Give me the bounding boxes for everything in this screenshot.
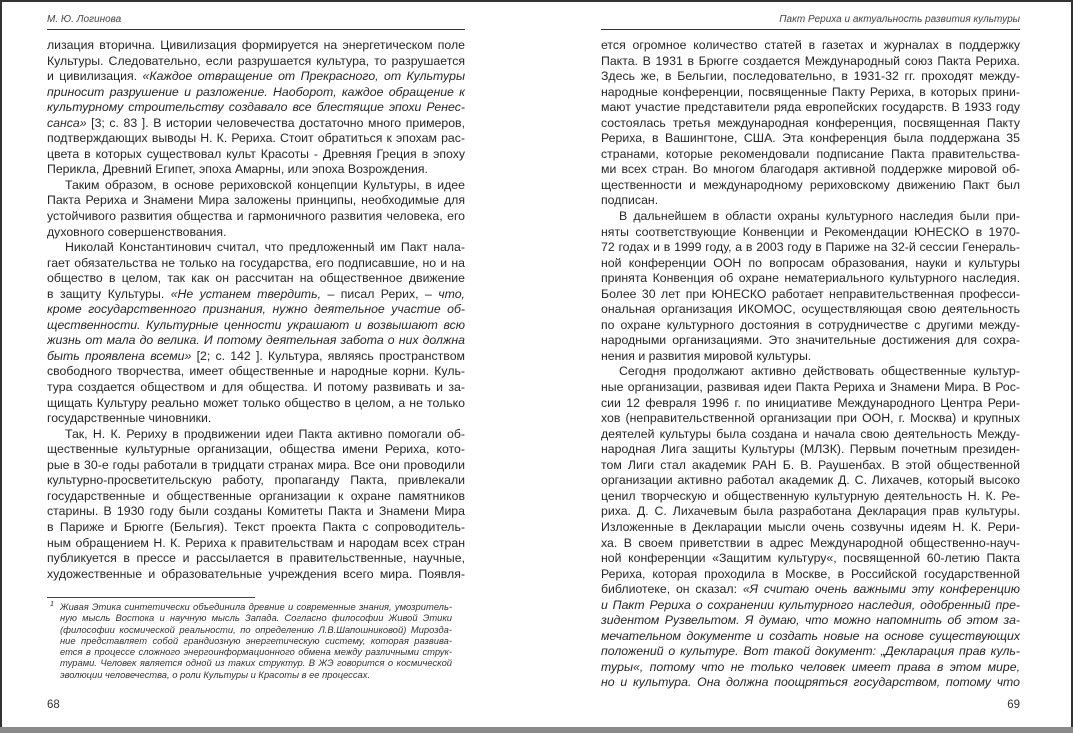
- text-segment: лизация вторична. Цивилизация формируется на энергетическом поле: [47, 38, 465, 52]
- text-line: [47, 100, 465, 116]
- text-line: [47, 38, 465, 54]
- text-segment: Культуры. Следовательно, если разрушается культура, то разрушается: [47, 53, 465, 68]
- text-line: [47, 567, 465, 583]
- footnote-line: ется в процессе сложного энергоинформационного обмена между различными струк-: [60, 646, 452, 658]
- text-segment: ным обращением Н. К. Рериха к правительствам и народам всех стран: [47, 535, 465, 550]
- text-segment: государственные и общественные организации к охране памятников: [47, 488, 465, 503]
- text-line: [601, 240, 1020, 256]
- text-line: [47, 458, 465, 474]
- text-line: [601, 380, 1020, 396]
- quote-segment: кроме государственного признания, нужно деятельное участие об-: [47, 302, 465, 317]
- text-line: [47, 551, 465, 567]
- text-line: [47, 256, 465, 272]
- text-line: [601, 271, 1020, 287]
- text-line: [47, 85, 465, 101]
- text-line: [47, 318, 465, 334]
- page-number: 69: [1007, 699, 1020, 711]
- text-segment: в Париже и Брюгге (Бельгия). Текст проекта Пакта с сопроводитель-: [47, 519, 465, 534]
- text-line: [601, 333, 1020, 349]
- text-segment: Изложенные в Декларации мысли очень созвучны идеям Н. К. Рери-: [601, 519, 1020, 534]
- footnote-mark: 1: [50, 601, 54, 608]
- text-line: [601, 629, 1020, 645]
- text-line: [47, 489, 465, 505]
- text-line: [601, 131, 1020, 147]
- page-left: [47, 0, 465, 727]
- running-head-author: М. Ю. Логинова: [47, 14, 465, 30]
- text-line: [47, 504, 465, 520]
- text-segment: Перикла, Древний Египет, эпоха Амарны, или эпоха Возрождения.: [47, 162, 428, 177]
- text-line: [47, 520, 465, 536]
- text-segment: общество в целом, так как он рассчитан на общественное движение: [47, 271, 465, 286]
- text-segment: нения и развития мировой культуры.: [601, 348, 812, 363]
- text-line: [601, 411, 1020, 427]
- text-segment: цвета в которых существовал культ Красоты - Древняя Греция в эпоху: [47, 146, 465, 161]
- text-segment: организации активно работал академик Д. С. Лихачев, который высоко: [601, 473, 1020, 488]
- text-line: [47, 193, 465, 209]
- text-segment: ется огромное количество статей в газетах и журналах в поддержку: [601, 38, 1020, 52]
- page-body: [601, 38, 1020, 691]
- page-right: [601, 0, 1020, 727]
- quote-segment: и Пакт Рериха о сохранении культурного наследия, одобренный пре-: [601, 597, 1020, 612]
- text-line: [601, 302, 1020, 318]
- text-segment: [2; с. 142 ]. Культура, являясь пространством: [191, 348, 465, 363]
- text-line: [47, 131, 465, 147]
- text-segment: деятелей культуры была создана и начала свою деятельность Между-: [601, 426, 1020, 441]
- text-segment: Николай Константинович считал, что предложенный им Пакт нала-: [65, 240, 465, 255]
- text-line: [601, 660, 1020, 676]
- footnote-line: эволюции человечества, о роли Культуры и Красоты в ее процессах.: [60, 668, 371, 680]
- text-line: [601, 551, 1020, 567]
- text-segment: Рериха, которая проходила в Москве, в Российской государственной: [601, 566, 1020, 581]
- text-segment: Рериха, в Вашингтоне, США. Эта конференция была поддержана 35: [601, 131, 1020, 146]
- text-line: [601, 582, 1020, 598]
- footnote-line: (философии космической реальности, по определению Л.В.Шапошниковой) Мирозда-: [60, 623, 452, 635]
- text-line: [47, 349, 465, 365]
- text-line: [601, 85, 1020, 101]
- text-line: [47, 240, 465, 256]
- quote-segment: быть проявлена всеми»: [47, 348, 192, 363]
- text-line: [47, 209, 465, 225]
- text-line: [47, 302, 465, 318]
- text-line: [47, 333, 465, 349]
- text-segment: старины. В 1930 году были созданы Комитеты Пакта и Знамени Мира: [47, 504, 465, 519]
- text-line: [601, 536, 1020, 552]
- text-line: [47, 54, 465, 70]
- running-head-title: Пакт Рериха и актуальность развития культуры: [601, 14, 1020, 30]
- text-segment: подтверждающих выводы Н. К. Рериха. Стоит обратиться к эпохам рас-: [47, 131, 465, 146]
- text-segment: В дальнейшем в области охраны культурного наследия были при-: [619, 209, 1020, 224]
- text-segment: щищать Культуру реально может только общество в целом, а не только: [47, 395, 465, 410]
- text-segment: [3; с. 83 ]. В истории человечества достаточно много примеров,: [86, 115, 465, 130]
- text-segment: состоялась третья международная конференция, посвященная Пакту: [601, 115, 1020, 130]
- text-segment: том Лиги стал академик РАН Б. В. Раушенбах. В этой общественной: [601, 457, 1020, 472]
- text-line: [601, 116, 1020, 132]
- text-line: [47, 69, 465, 85]
- text-line: [601, 364, 1020, 380]
- text-line: [601, 256, 1020, 272]
- text-line: [47, 225, 465, 241]
- quote-segment: «Я считаю очень важными эту конференцию: [742, 582, 1020, 597]
- footnote-divider: [47, 597, 255, 598]
- footnote-line: ние представляет собой грандиозную энергетическую систему, которая развива-: [60, 634, 452, 646]
- text-segment: библиотеке, он сказал:: [601, 582, 743, 597]
- text-line: [47, 380, 465, 396]
- text-segment: и цивилизация.: [47, 69, 143, 84]
- text-line: [47, 271, 465, 287]
- quote-segment: жизнь от мала до велика. И потому деятельная забота о них должна: [47, 333, 465, 348]
- text-line: [601, 675, 1020, 691]
- text-segment: 72 годах и в 1999 году, а в 2003 году в Париже на 32-й сессии Генераль-: [601, 240, 1020, 255]
- text-segment: – писал Рерих, –: [321, 286, 439, 301]
- quote-segment: зидентом Рузвельтом. Я думаю, что можно напомнить об этом за-: [601, 613, 1020, 628]
- footnote-line: ную мысль Востока и научную мысль Запада. Согласно философии Живой Этики: [60, 612, 452, 624]
- text-line: [601, 613, 1020, 629]
- text-segment: по охране культурного достояния в сотрудничестве с другими между-: [601, 317, 1020, 332]
- quote-segment: мечательном документе и создать новые на основе существующих: [601, 628, 1020, 643]
- text-segment: принята Конвенция об охране нематериального культурного наследия.: [601, 271, 1020, 286]
- quote-segment: туры«, потому что не только человек имеет права в этом мире,: [601, 659, 1020, 674]
- text-line: [601, 178, 1020, 194]
- quote-segment: «Не устанем твердить,: [170, 286, 322, 301]
- text-segment: Пакта. В 1931 в Брюгге создается Международный союз Пакта Рериха.: [601, 53, 1020, 68]
- text-line: [601, 473, 1020, 489]
- text-line: [601, 318, 1020, 334]
- text-segment: ональная организация ИКОМОС, осуществляющая свою деятельность: [601, 302, 1020, 317]
- text-line: [601, 504, 1020, 520]
- text-line: [47, 442, 465, 458]
- text-line: [47, 147, 465, 163]
- text-segment: рые в 30-е годы работали в тридцати странах мира. Все они проводили: [47, 457, 465, 472]
- text-segment: хов (неправительственной организации при ООН, г. Москва) и крупных: [601, 411, 1020, 426]
- text-segment: Пакта Рериха и Знамени Мира заложены принципы, необходимые для: [47, 193, 465, 208]
- text-line: [47, 473, 465, 489]
- text-line: [601, 287, 1020, 303]
- text-segment: странами, которые рекомендовали подписание Пакта правительства-: [601, 146, 1020, 161]
- quote-segment: культурному строительству создавало все блестящие эпохи Ренес-: [47, 100, 465, 115]
- text-line: [601, 520, 1020, 536]
- text-segment: народными организациями. Это значительные достижения для сохра-: [601, 333, 1020, 348]
- quote-segment: санса»: [47, 115, 87, 130]
- text-line: [47, 162, 465, 178]
- quote-segment: «Каждое отвращение от Прекрасного, от Культуры: [142, 69, 465, 84]
- quote-segment: что,: [438, 286, 465, 301]
- text-line: [47, 427, 465, 443]
- text-line: [601, 225, 1020, 241]
- text-line: [601, 193, 1020, 209]
- text-segment: подписан.: [601, 193, 659, 208]
- text-segment: няты соответствующие Конвенции и Рекомендации ЮНЕСКО в 1970-: [601, 224, 1020, 239]
- viewer-bottom-edge: [0, 727, 1073, 733]
- text-segment: ценил творческую и общественную культурную деятельность Н. К. Ре-: [601, 488, 1020, 503]
- text-line: [601, 644, 1020, 660]
- text-segment: свободного творчества, имеет общественные и народные корни. Куль-: [47, 364, 465, 379]
- text-segment: тура создается обществом и для общества. И потому развивать и за-: [47, 380, 465, 395]
- page-number: 68: [47, 699, 60, 711]
- text-line: [47, 287, 465, 303]
- text-segment: Более 30 лет при ЮНЕСКО работает неправительственная професси-: [601, 286, 1020, 301]
- text-line: [47, 364, 465, 380]
- footnote-line: турами. Человек является одной из таких структур. В ЖЭ говорится о космической: [60, 657, 452, 669]
- text-line: [601, 100, 1020, 116]
- text-line: [47, 411, 465, 427]
- quote-segment: приносит разрушение и разложение. Наоборот, каждое обращение к: [47, 84, 465, 99]
- text-segment: устойчивого развития общества и гармоничного развития человека, его: [47, 209, 465, 224]
- footnote: [47, 601, 452, 680]
- text-segment: риха. Д. С. Лихачевым была разработана Декларация прав культуры.: [601, 504, 1020, 519]
- text-segment: гает обязательства не только на государства, его подписавшие, но и на: [47, 255, 465, 270]
- text-segment: Так, Н. К. Рериху в продвижении идеи Пакта активно помогали об-: [65, 426, 465, 441]
- text-line: [601, 458, 1020, 474]
- text-segment: ха. В своем приветствии в адрес Международной общественно-науч-: [601, 535, 1020, 550]
- page-body: [47, 38, 465, 582]
- text-line: [47, 536, 465, 552]
- footnote-line: Живая Этика синтетически объединила древние и современные знания, умозритель-: [60, 601, 452, 612]
- text-segment: в защиту Культуры.: [47, 286, 171, 301]
- text-segment: щественные культурные организации, общества имени Рериха, кото-: [47, 442, 465, 457]
- text-line: [601, 489, 1020, 505]
- text-segment: мают участие представители ряда европейских государств. В 1933 году: [601, 100, 1020, 115]
- text-segment: ной конференции «Защитим культуру«, посвященной 60-летию Пакта: [601, 551, 1020, 566]
- text-segment: сии 12 февраля 1996 г. по инициативе Международного Центра Рери-: [601, 395, 1020, 410]
- text-line: [601, 69, 1020, 85]
- text-segment: ной конференции ООН по вопросам образования, науки и культуры: [601, 255, 1020, 270]
- text-line: [601, 427, 1020, 443]
- text-line: [601, 209, 1020, 225]
- text-line: [47, 116, 465, 132]
- text-line: [47, 178, 465, 194]
- text-segment: Здесь же, в Бельгии, последовательно, в 1931-32 гг. проходят между-: [601, 69, 1020, 84]
- quote-segment: но и культура. Она должна поощряться государством, потому что: [601, 675, 1020, 690]
- text-segment: ные организации, развивая идеи Пакта Рериха и Знамени Мира. В Рос-: [601, 380, 1020, 395]
- text-segment: народная Лига защиты Культуры (МЛЗК). Первым почетным президен-: [601, 442, 1020, 457]
- quote-segment: щественности. Культурные ценности украшают и возвышают всю: [47, 317, 465, 332]
- text-line: [601, 147, 1020, 163]
- text-line: [601, 598, 1020, 614]
- text-segment: государственные чиновники.: [47, 411, 212, 426]
- text-segment: народные конференции, посвященные Пакту Рериха, в которых прини-: [601, 84, 1020, 99]
- text-line: [601, 38, 1020, 54]
- text-line: [601, 396, 1020, 412]
- text-segment: ми всех стран. Во многом благодаря активной поддержке мировой об-: [601, 162, 1020, 177]
- footnote-body: [60, 601, 452, 680]
- text-segment: культурно-просветительскую работу, пропаганду Пакта, привлекали: [47, 473, 465, 488]
- text-segment: Таким образом, в основе рериховской концепции Культуры, в идее: [65, 177, 465, 192]
- text-line: [601, 567, 1020, 583]
- text-segment: публикуется в прессе и рассылается в правительственные, научные,: [47, 551, 465, 566]
- quote-segment: положений о культуре. Вот такой документ: „Декларация прав куль-: [601, 644, 1020, 659]
- text-line: [601, 349, 1020, 365]
- text-line: [47, 396, 465, 412]
- text-line: [601, 442, 1020, 458]
- text-segment: художественные и образовательные учреждения всего мира. Появля-: [47, 566, 465, 581]
- text-line: [601, 54, 1020, 70]
- text-line: [601, 162, 1020, 178]
- text-segment: щественности и международному рериховскому движению Пакт был: [601, 177, 1020, 192]
- text-segment: Сегодня продолжают активно действовать общественные культур-: [619, 364, 1020, 379]
- text-segment: духовного совершенствования.: [47, 224, 227, 239]
